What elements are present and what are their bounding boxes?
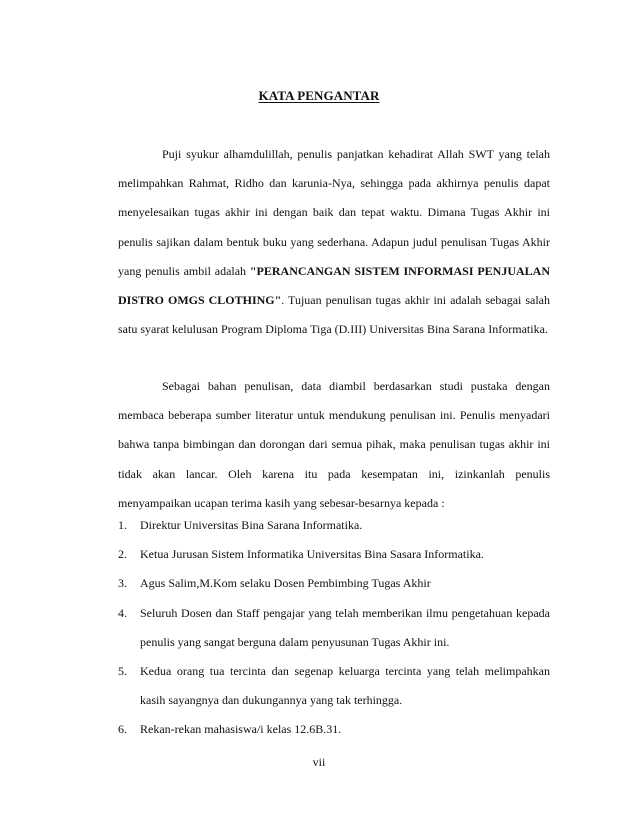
list-item-number: 1. (118, 518, 127, 532)
list-item (118, 599, 550, 657)
list-item-number: 4. (118, 605, 127, 620)
paragraph-2-text: Sebagai bahan penulisan, data diambil berdasarkan studi pustaka dengan membaca beberapa sumber literatur untuk mendukung penulisan ini. Penulis menyadari bahwa tanpa bimbingan dan dorongan dari semua pihak, maka penulisan tugas akhir ini tidak akan lancar. Oleh karena itu pada kesempatan ini, izinkanlah penulis menyampaikan ucapan terima kasih yang sebesar-besarnya kepada : (118, 379, 550, 510)
paragraph-1-part1: Puji syukur alhamdulillah, penulis panjatkan kehadirat Allah SWT yang telah melimpahkan Rahmat, Ridho dan karunia-Nya, sehingga pada akhirnya penulis dapat menyelesaikan tugas akhir ini dengan baik dan tepat waktu. Dimana Tugas Akhir ini penulis sajikan dalam bentuk buku yang sederhana. Adapun judul penulisan Tugas Akhir yang penulis ambil adalah (118, 147, 550, 278)
list-item-number: 3. (118, 576, 127, 591)
list-item-text: Kedua orang tua tercinta dan segenap keluarga tercinta yang telah melimpahkan kasih sayangnya dan dukungannya yang tak terhingga. (140, 664, 550, 708)
list-item (118, 540, 550, 569)
list-item-number: 5. (118, 664, 127, 679)
list-item-number: 6. (118, 722, 127, 737)
list-item-text: Agus Salim,M.Kom selaku Dosen Pembimbing Tugas Akhir (140, 576, 431, 591)
paragraph-1-text (118, 140, 550, 344)
list-item-text: Rekan-rekan mahasiswa/i kelas 12.6B.31. (140, 722, 342, 737)
list-item (118, 511, 550, 540)
page-number: vii (312, 755, 326, 769)
acknowledgement-list (118, 511, 550, 745)
paragraph-2 (118, 372, 550, 518)
list-item (118, 569, 550, 598)
list-item-number: 2. (118, 547, 127, 562)
paragraph-1 (118, 140, 550, 344)
page-title: KATA PENGANTAR (258, 88, 380, 103)
thesis-title-bold: "PERANCANGAN SISTEM INFORMASI PENJUALAN DISTRO OMGS CLOTHING" (118, 263, 550, 308)
list-item-text: Seluruh Dosen dan Staff pengajar yang telah memberikan ilmu pengetahuan kepada penulis yang sangat berguna dalam penyusunan Tugas Akhir ini. (140, 605, 550, 649)
list-item (118, 657, 550, 715)
paragraph-1-part2: . Tujuan penulisan tugas akhir ini adalah sebagai salah satu syarat kelulusan Program Diploma Tiga (D.III) Universitas Bina Sarana Informatika. (118, 293, 550, 337)
list-item-text: Ketua Jurusan Sistem Informatika Universitas Bina Sasara Informatika. (140, 547, 484, 562)
list-item (118, 715, 550, 744)
list-item-text: Direktur Universitas Bina Sarana Informatika. (140, 518, 363, 532)
